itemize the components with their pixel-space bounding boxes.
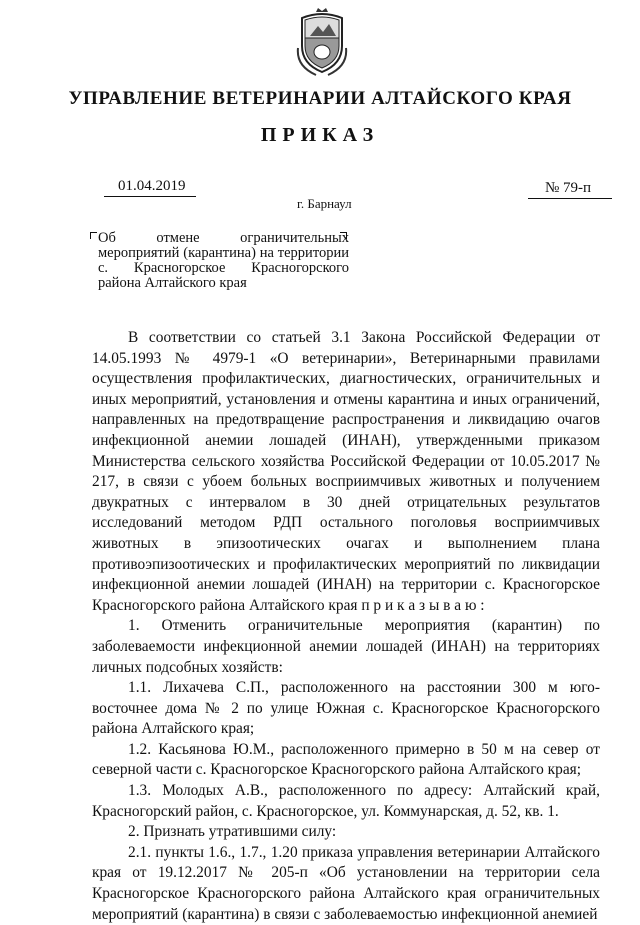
date-underline: [104, 196, 196, 197]
city: г. Барнаул: [297, 196, 352, 211]
preamble-paragraph: В соответствии со статьей 3.1 Закона Российской Федерации от 14.05.1993 № 4979-1 «О ветеринарии», Ветеринарными правилами осуществления профилактических, диагностических, ограничительных и иных мероприятий, установления и отмены карантина и иных ограничений, направленных на предотвращение распространения и ликвидацию очагов инфекционной анемии лошадей (ИНАН), утвержденными приказом Министерства сельского хозяйства Российской Федерации от 10.05.2017 № 217, в связи с убоем больных восприимчивых животных и получением двукратных с интервалом в 30 дней отрицательных результатов исследований методом РДП остального поголовья восприимчивых животных в эпизоотических очагах и выполнением плана противоэпизоотических и профилактических мероприятий по ликвидации инфекционной анемии лошадей (ИНАН) на территории с. Красногорское Красногорского района Алтайского края п р и к а з ы в а ю :: [92, 329, 600, 614]
clause-1-2: 1.2. Касьянова Ю.М., расположенного примерно в 50 м на север от северной части с. Красногорское Красногорского района Алтайского края;: [92, 740, 600, 779]
order-date: 01.04.2019: [118, 178, 186, 194]
clause-1-1: 1.1. Лихачева С.П., расположенного на расстоянии 300 м юго-восточнее дома № 2 по улице Южная с. Красногорское Красногорского района Алтайского края;: [92, 679, 600, 738]
subject-bracket-left: [90, 232, 97, 239]
altai-krai-coat-of-arms-icon: [296, 8, 348, 78]
clause-1: 1. Отменить ограничительные мероприятия (карантин) по заболеваемости инфекционной анемии лошадей (ИНАН) на территориях личных подсобных хозяйств:: [92, 617, 600, 676]
clause-1-3: 1.3. Молодых А.В., расположенного по адресу: Алтайский край, Красногорский район, с. Красногорское, ул. Коммунарская, д. 52, кв. 1.: [92, 782, 600, 820]
order-body: [92, 328, 600, 925]
organization-name: УПРАВЛЕНИЕ ВЕТЕРИНАРИИ АЛТАЙСКОГО КРАЯ: [68, 88, 572, 109]
order-number: № 79-п: [545, 180, 592, 196]
clause-2-1: 2.1. пункты 1.6., 1.7., 1.20 приказа управления ветеринарии Алтайского края от 19.12.2017 № 205-п «Об установлении на территории села Красногорское Красногорского района Алтайского края ограничительных мероприятий (карантина) в связи с заболеваемостью инфекционной анемией: [92, 843, 600, 923]
order-subject: Об отмене ограничительных мероприятий (карантина) на территории с. Красногорское Красногорского района Алтайского края: [98, 230, 349, 291]
number-underline: [528, 198, 612, 199]
clause-2: 2. Признать утратившими силу:: [128, 823, 337, 841]
document-type-title: ПРИКАЗ: [260, 124, 380, 146]
